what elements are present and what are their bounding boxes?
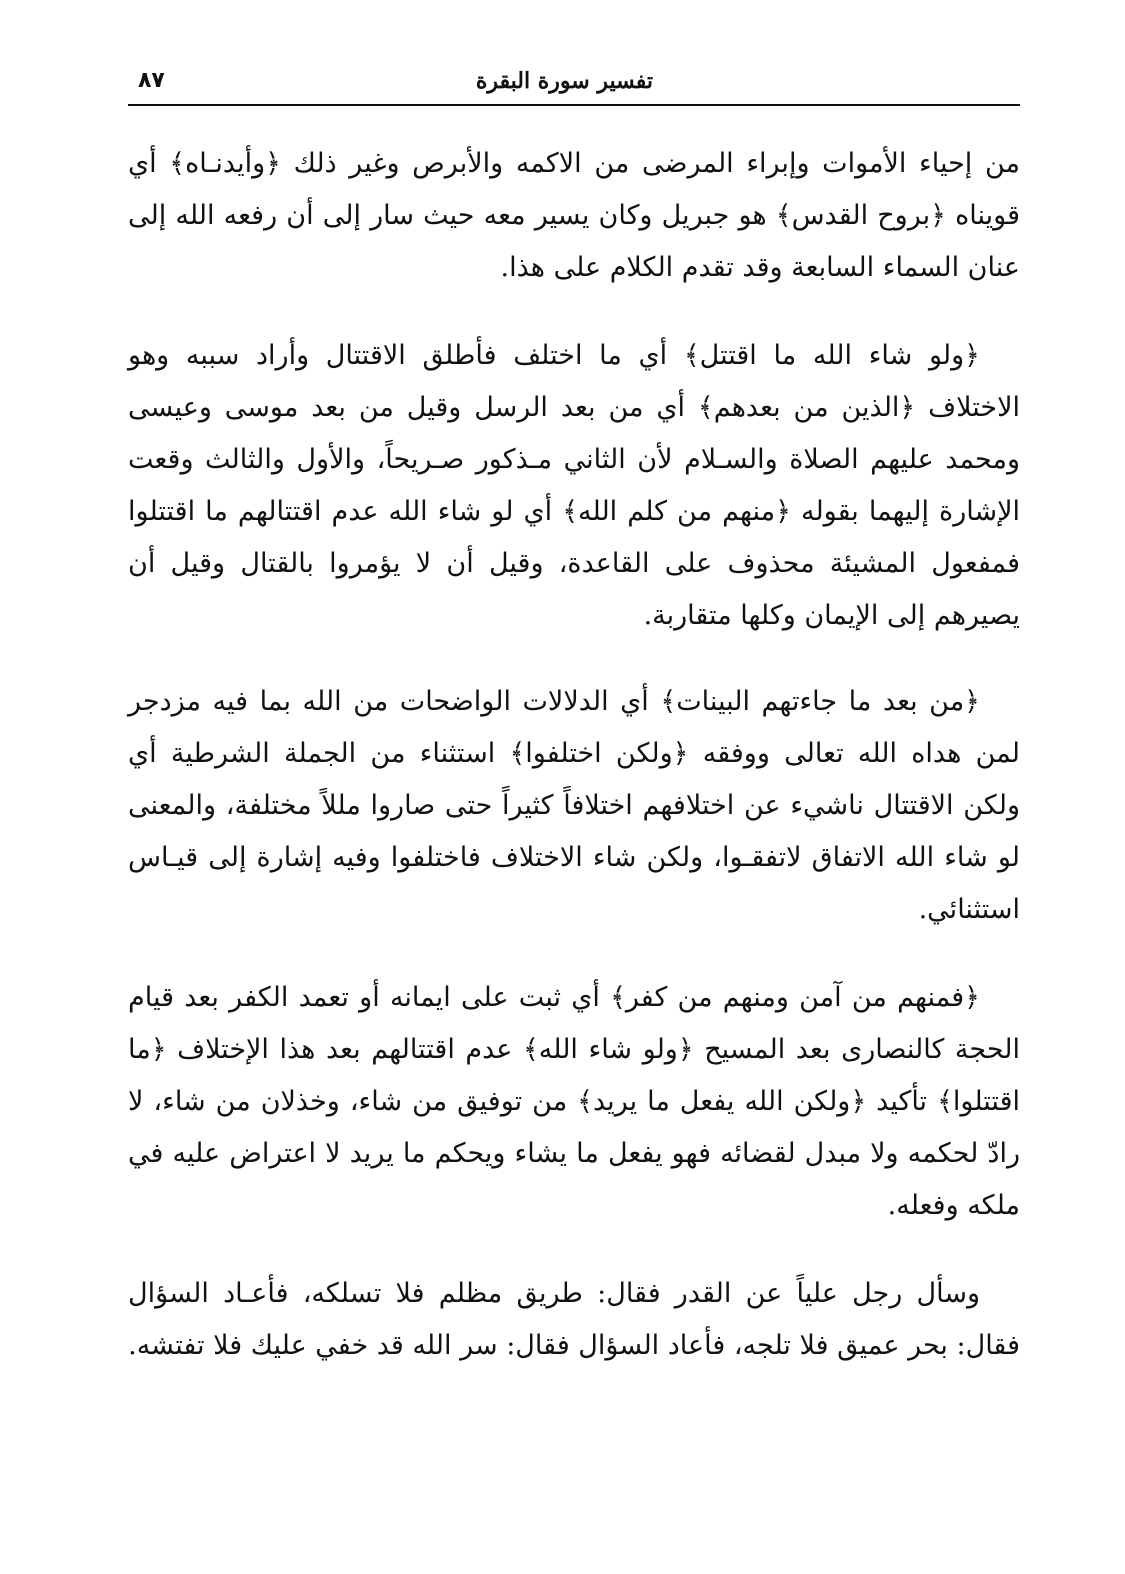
- paragraph-3: ﴿من بعد ما جاءتهم البينات﴾ أي الدلالات الواضحات من الله بما فيه مزدجر لمن هداه الله تعالى ووفقه ﴿ولكن اختلفوا﴾ استثناء من الجملة الشرطية أي ولكن الاقتتال ناشيء عن اختلافهم اختلافاً كثيراً حتى صاروا مللاً مختلفة، والمعنى لو شاء الله الاتفاق لاتفقـوا، ولكن شاء الاختلاف فاختلفوا وفيه إشارة إلى قيـاس استثنائي.: [128, 686, 1020, 925]
- header-rule: [128, 104, 1020, 106]
- header-title: تفسير سورة البقرة: [475, 68, 653, 94]
- paragraph-1: من إحياء الأموات وإبراء المرضى من الاكمه والأبرص وغير ذلك ﴿وأيدنـاه﴾ أي قويناه ﴿بروح القدس﴾ هو جبريل وكان يسير معه حيث سار إلى أن رفعه الله إلى عنان السماء السابعة وقد تقدم الكلام على هذا.: [128, 148, 1020, 283]
- page-number: ٨٧: [138, 68, 165, 93]
- body-text: [128, 138, 1020, 1372]
- paragraph-2: ﴿ولو شاء الله ما اقتتل﴾ أي ما اختلف فأطلق الاقتتال وأراد سببه وهو الاختلاف ﴿الذين من بعدهم﴾ أي من بعد الرسل وقيل من بعد موسى وعيسى ومحمد عليهم الصلاة والسـلام لأن الثاني مـذكور صـريحاً، والأول والثالث وقعت الإشارة إليهما بقوله ﴿منهم من كلم الله﴾ أي لو شاء الله عدم اقتتالهم ما اقتتلوا فمفعول المشيئة محذوف على القاعدة، وقيل أن لا يؤمروا بالقتال وقيل أن يصيرهم إلى الإيمان وكلها متقاربة.: [128, 340, 1020, 631]
- paragraph-5: وسأل رجل علياً عن القدر فقال: طريق مظلم فلا تسلكه، فأعـاد السؤال فقال: بحر عميق فلا تلجه، فأعاد السؤال فقال: سر الله قد خفي عليك فلا تفتشه.: [128, 1278, 1020, 1361]
- running-header: [128, 64, 1018, 106]
- paragraph-4: ﴿فمنهم من آمن ومنهم من كفر﴾ أي ثبت على ايمانه أو تعمد الكفر بعد قيام الحجة كالنصارى بعد المسيح ﴿ولو شاء الله﴾ عدم اقتتالهم بعد هذا الإختلاف ﴿ما اقتتلوا﴾ تأكيد ﴿ولكن الله يفعل ما يريد﴾ من توفيق من شاء، وخذلان من شاء، لا رادّ لحكمه ولا مبدل لقضائه فهو يفعل ما يشاء ويحكم ما يريد لا اعتراض عليه في ملكه وفعله.: [128, 982, 1020, 1221]
